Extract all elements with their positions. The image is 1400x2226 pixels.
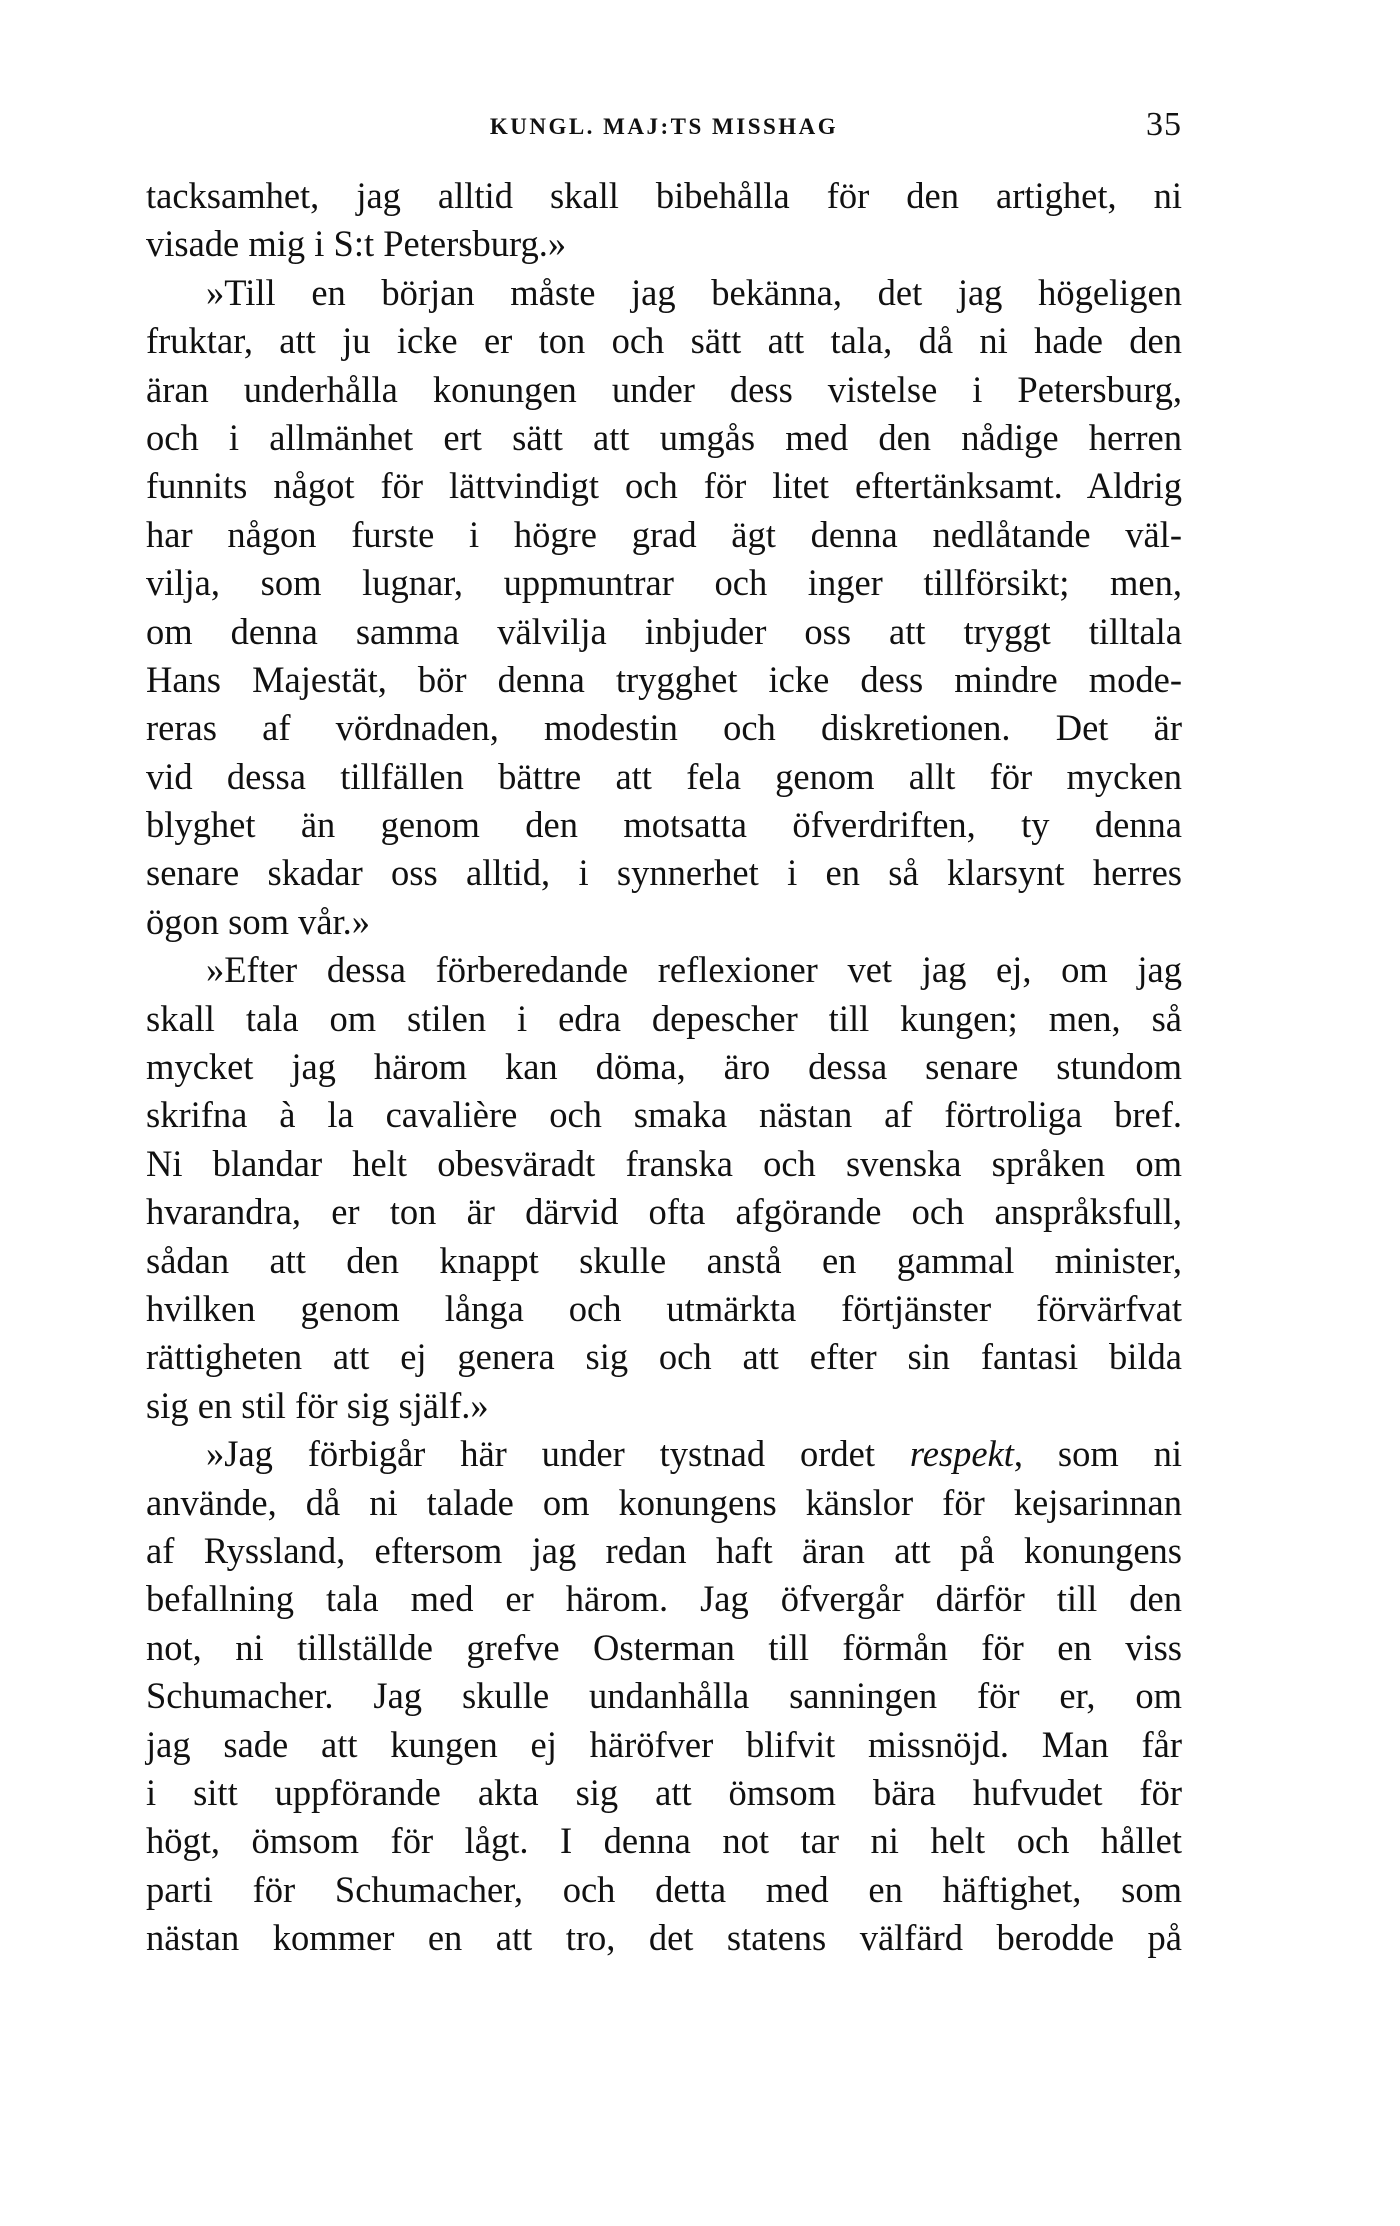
text-line: i sitt uppförande akta sig att ömsom bära hufvudet för <box>146 1771 1182 1813</box>
text-line: parti för Schumacher, och detta med en häftighet, som <box>146 1868 1182 1910</box>
text-line: skrifna à la cavalière och smaka nästan af förtroliga bref. <box>146 1094 1182 1136</box>
text-line: sådan att den knappt skulle anstå en gammal minister, <box>146 1239 1182 1281</box>
text-line: befallning tala med er härom. Jag öfvergår därför till den <box>146 1578 1182 1620</box>
text-line: skall tala om stilen i edra depescher till kungen; men, så <box>146 997 1182 1039</box>
text-line: Schumacher. Jag skulle undanhålla sanningen för er, om <box>146 1675 1182 1717</box>
running-head <box>146 106 1182 146</box>
text-segment: , som ni <box>1013 1433 1182 1475</box>
text-line: tacksamhet, jag alltid skall bibehålla för den artighet, ni <box>146 175 1182 216</box>
text-line: reras af vördnaden, modestin och diskretionen. Det är <box>146 707 1182 749</box>
text-line: nästan kommer en att tro, det statens välfärd berodde på <box>146 1917 1182 1959</box>
text-line: visade mig i S:t Petersburg.» <box>146 223 567 265</box>
text-segment: »Jag förbigår här under tystnad ordet <box>206 1433 910 1475</box>
text-line: Ni blandar helt obesväradt franska och svenska språken om <box>146 1142 1182 1184</box>
text-line: har någon furste i högre grad ägt denna nedlåtande väl- <box>146 513 1182 555</box>
paragraph-start-line: »Efter dessa förberedande reflexioner vet jag ej, om jag <box>206 949 1182 991</box>
text-line: vilja, som lugnar, uppmuntrar och inger tillförsikt; men, <box>146 562 1182 604</box>
text-line: jag sade att kungen ej häröfver blifvit missnöjd. Man får <box>146 1723 1182 1765</box>
text-line: om denna samma välvilja inbjuder oss att tryggt tilltala <box>146 610 1182 652</box>
text-line: rättigheten att ej genera sig och att efter sin fantasi bilda <box>146 1336 1182 1378</box>
italic-word: respekt <box>909 1433 1014 1475</box>
text-line: högt, ömsom för lågt. I denna not tar ni helt och hållet <box>146 1820 1182 1862</box>
text-line: Hans Majestät, bör denna trygghet icke dess mindre mode- <box>146 658 1182 700</box>
text-line: funnits något för lättvindigt och för litet eftertänksamt. Aldrig <box>146 465 1182 507</box>
text-line: använde, då ni talade om konungens känslor för kejsarinnan <box>146 1481 1182 1523</box>
text-line: sig en stil för sig själf.» <box>146 1384 489 1426</box>
paragraph-start-line: »Till en början måste jag bekänna, det jag högeligen <box>206 271 1182 313</box>
text-line: hvilken genom långa och utmärkta förtjänster förvärfvat <box>146 1287 1182 1329</box>
text-line: och i allmänhet ert sätt att umgås med den nådige herren <box>146 416 1182 458</box>
text-line: mycket jag härom kan döma, äro dessa senare stundom <box>146 1046 1182 1088</box>
text-line: vid dessa tillfällen bättre att fela genom allt för mycken <box>146 755 1182 797</box>
paragraph-start-line <box>146 1430 1182 1478</box>
running-title: KUNGL. MAJ:TS MISSHAG <box>489 114 839 139</box>
text-line: senare skadar oss alltid, i synnerhet i en så klarsynt herres <box>146 852 1182 894</box>
body-text <box>146 172 1182 1962</box>
page-number: 35 <box>1146 106 1182 143</box>
text-line: blyghet än genom den motsatta öfverdriften, ty denna <box>146 804 1182 846</box>
text-line: äran underhålla konungen under dess vistelse i Petersburg, <box>146 368 1182 410</box>
text-line: af Ryssland, eftersom jag redan haft äran att på konungens <box>146 1529 1182 1571</box>
text-line: not, ni tillställde grefve Osterman till förmån för en viss <box>146 1626 1182 1668</box>
text-line: fruktar, att ju icke er ton och sätt att tala, då ni hade den <box>146 320 1182 362</box>
text-line: ögon som vår.» <box>146 900 371 942</box>
text-line: hvarandra, er ton är därvid ofta afgörande och anspråksfull, <box>146 1191 1182 1233</box>
